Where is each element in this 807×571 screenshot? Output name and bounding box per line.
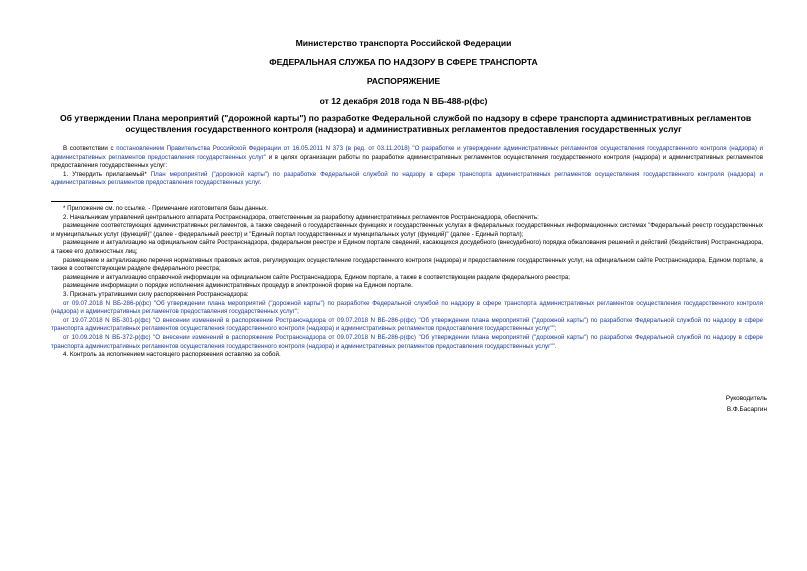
paragraph-8: 3. Признать утратившими силу распоряжения Ространснадзора: <box>63 290 249 298</box>
government-decree-link[interactable]: постановлением Правительства Российской Федерации от 16.05.2011 N 373 (в ред. от 03.11.2018) "О разработке и утверждении административных регламентов осуществления государственного контроля (надзора) и административных регламентов предоставления государственных услуг" <box>51 145 764 161</box>
footnote: * Приложение см. по ссылке. - Примечание изготовителя базы данных. <box>63 205 268 212</box>
signature-name: В.Ф.Басаргин <box>726 406 767 413</box>
paragraph-12: 4. Контроль за исполнением настоящего распоряжения оставляю за собой. <box>63 351 281 359</box>
document-title <box>60 113 752 135</box>
approve-plan-post: . <box>259 179 262 187</box>
intro-text-post: и в целях организации работы по разработке административных регламентов осуществления государственного контроля (надзора) и административных регламентов предоставления государственных услуг: <box>51 153 763 170</box>
main-body <box>51 205 763 360</box>
document-title-line-2: осуществления государственного контроля (надзора) и административных регламентов предоставления государственных услуг <box>125 124 682 134</box>
intro-paragraph <box>51 145 763 171</box>
intro-text-pre: В соответствии с <box>63 145 117 152</box>
doc-type-heading: РАСПОРЯЖЕНИЕ <box>366 76 441 86</box>
ministry-heading: Министерство транспорта Российской Федерации <box>295 38 512 48</box>
approve-plan-paragraph <box>51 171 763 188</box>
date-number-heading: от 12 декабря 2018 года N ВБ-488-р(фс) <box>319 96 488 106</box>
paragraph-7: размещение информации о порядке исполнения административных процедур в электронной форме на Едином портале. <box>63 282 413 290</box>
footnote-divider <box>51 201 113 202</box>
roadmap-plan-link[interactable]: План мероприятий ("дорожной карты") по разработке Федеральной службой по надзору в сфере транспорта административных регламентов осуществления государственного контроля (надзора) и административных регламентов предоставления государственных услуг <box>51 170 763 187</box>
paragraph-4: размещение и актуализацию на официальном сайте Ространснадзора, федеральном реестре и Едином портале сведений, касающихся досудебного (внесудебного) порядка обжалования решений и действий (бездействия) Ространснадзора, а также его должностных лиц; <box>51 239 763 255</box>
intro-section <box>51 145 763 188</box>
paragraph-5: размещение и актуализацию перечня нормативных правовых актов, регулирующих осуществление государственного контроля (надзора) и предоставление государственных услуг, на официальном сайте Ространснадзора, Едином портале, а также в соответствующем разделе федерального реестра; <box>51 256 763 273</box>
revoked-order-link-1[interactable]: от 09.07.2018 N ВБ-286-р(фс) "Об утверждении плана мероприятий ("дорожной карты") по разработке Федеральной службой по надзору в сфере транспорта административных регламентов осуществления государственного контроля (надзора) и административных регламентов предоставления государственных услуг"; <box>51 299 763 316</box>
approve-plan-pre: 1. Утвердить прилагаемый* <box>63 170 151 178</box>
revoked-order-link-2[interactable]: от 19.07.2018 N ВБ-301-р(фс) "О внесении изменений в распоряжение Ространснадзора от 09.07.2018 N ВБ-286-р(фс) "Об утверждении плана мероприятий ("дорожной карты") по разработке Федеральной службой по надзору в сфере транспорта административных регламентов осуществления государственного контроля (надзора) и административных регламентов предоставления государственных услуг""; <box>51 316 763 333</box>
paragraph-2: 2. Начальникам управлений центрального аппарата Ространснадзора, ответственным за разработку административных регламентов Ространснадзора, обеспечить: <box>63 213 539 221</box>
signature-position: Руководитель <box>725 395 767 402</box>
service-heading: ФЕДЕРАЛЬНАЯ СЛУЖБА ПО НАДЗОРУ В СФЕРЕ ТРАНСПОРТА <box>269 57 538 67</box>
document-title-line-1: Об утверждении Плана мероприятий ("дорожной карты") по разработке Федеральной службой по надзору в сфере транспорта административных регламентов <box>60 113 752 123</box>
paragraph-6: размещение и актуализацию справочной информации на официальном сайте Ространснадзора, Едином портале, а также в соответствующем разделе федерального реестра; <box>63 273 571 281</box>
paragraph-3: размещение соответствующих административных регламентов, а также сведений о государственных функциях и государственных услугах в федеральных государственных информационных системах "Федеральный реестр государственных и муниципальных услуг (функций)" (далее - федеральный реестр) и "Единый портал государственных и муниципальных услуг (функций)" (далее - Единый портал); <box>51 222 763 238</box>
revoked-order-link-3[interactable]: от 10.09.2018 N ВБ-372-р(фс) "О внесении изменений в распоряжение Ространснадзора от 09.07.2018 N ВБ-286-р(фс) "Об утверждении плана мероприятий ("дорожной карты") по разработке Федеральной службой по надзору в сфере транспорта административных регламентов осуществления государственного контроля (надзора) и административных регламентов предоставления государственных услуг"". <box>51 333 763 350</box>
